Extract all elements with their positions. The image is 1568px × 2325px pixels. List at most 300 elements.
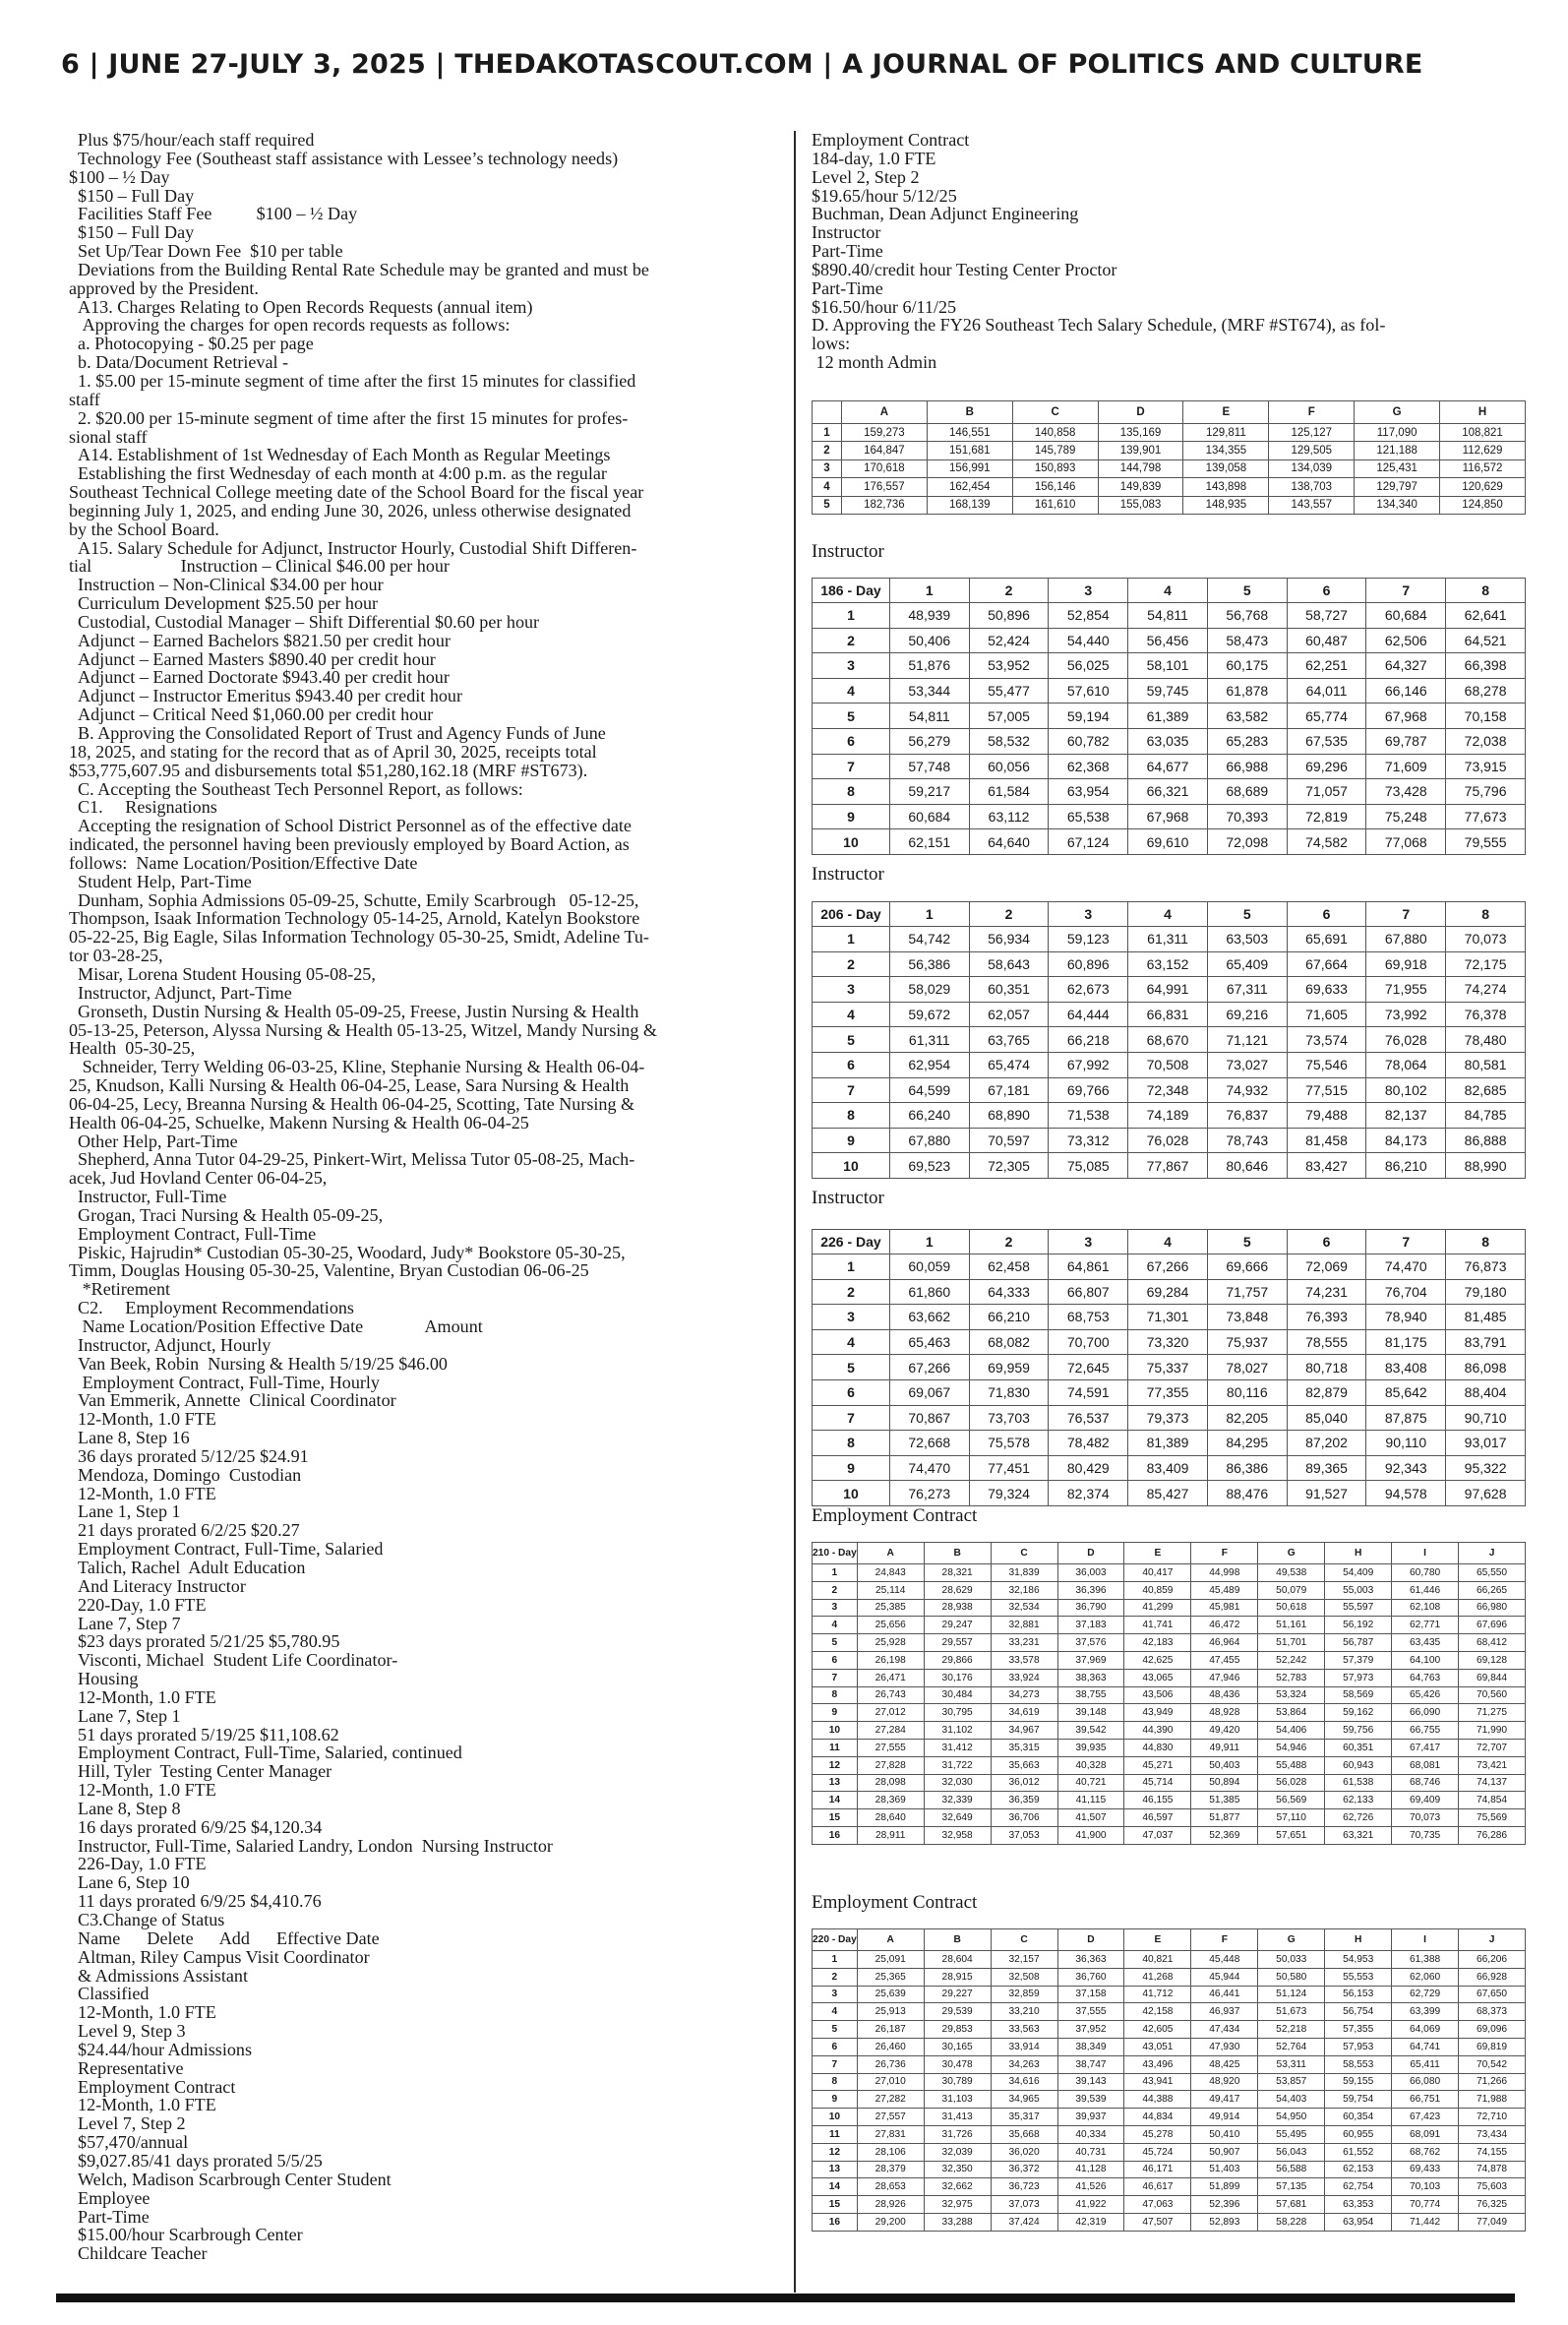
- table-cell: 69,096: [1459, 2021, 1526, 2039]
- text-line: D. Approving the FY26 Southeast Tech Salary Schedule, (MRF #ST674), as fol-: [812, 315, 1386, 336]
- table-cell: 27,010: [857, 2073, 924, 2091]
- column-header: 8: [1446, 579, 1526, 603]
- table-cell: 76,325: [1459, 2196, 1526, 2214]
- table-cell: 49,420: [1191, 1722, 1258, 1740]
- row-header: 6: [813, 2038, 858, 2055]
- table-row: [813, 1481, 1526, 1506]
- table-cell: 68,412: [1459, 1634, 1526, 1652]
- table-cell: 79,488: [1287, 1103, 1366, 1129]
- text-line: beginning July 1, 2025, and ending June 30, 2026, unless otherwise designated: [69, 500, 632, 520]
- text-line: Timm, Douglas Housing 05-30-25, Valentine, Bryan Custodian 06-06-25: [69, 1260, 589, 1281]
- table-cell: 61,311: [1128, 927, 1208, 952]
- text-line: Thompson, Isaak Information Technology 05-14-25, Arnold, Katelyn Bookstore: [69, 908, 640, 929]
- table-cell: 72,069: [1287, 1254, 1366, 1280]
- table-cell: 162,454: [927, 478, 1012, 496]
- text-line: Altman, Riley Campus Visit Coordinator: [69, 1946, 370, 1967]
- table-row: [813, 2021, 1526, 2039]
- table-cell: 32,030: [924, 1774, 991, 1792]
- text-line: & Admissions Assistant: [69, 1965, 248, 1986]
- table-cell: 61,311: [889, 1027, 969, 1053]
- table-cell: 43,065: [1124, 1669, 1191, 1686]
- table-cell: 59,745: [1128, 678, 1208, 704]
- table-cell: 74,878: [1459, 2161, 1526, 2178]
- table-cell: 73,915: [1446, 754, 1526, 779]
- text-line: $57,470/annual: [69, 2132, 189, 2153]
- left-column: [69, 131, 779, 2263]
- table-cell: 47,930: [1191, 2038, 1258, 2055]
- table-cell: 60,175: [1207, 653, 1287, 679]
- table-cell: 40,328: [1057, 1756, 1124, 1774]
- table-cell: 60,351: [1325, 1739, 1392, 1756]
- table-cell: 57,651: [1258, 1826, 1325, 1844]
- table-cell: 62,057: [969, 1002, 1049, 1027]
- table-cell: 34,616: [991, 2073, 1057, 2091]
- row-header: 3: [813, 977, 890, 1003]
- row-header: 7: [813, 754, 890, 779]
- table-cell: 26,471: [857, 1669, 924, 1686]
- table-cell: 63,582: [1207, 704, 1287, 729]
- table-cell: 31,413: [924, 2109, 991, 2126]
- table-cell: 80,646: [1207, 1153, 1287, 1179]
- text-line: Health 06-04-25, Schuelke, Makenn Nursing & Health 06-04-25: [69, 1112, 529, 1132]
- column-header: 6: [1287, 1230, 1366, 1254]
- table-cell: 28,640: [857, 1809, 924, 1827]
- table-cell: 116,572: [1440, 459, 1526, 477]
- table-cell: 70,393: [1207, 804, 1287, 829]
- table-cell: 82,685: [1446, 1077, 1526, 1103]
- table-cell: 28,379: [857, 2161, 924, 2178]
- table-cell: 32,958: [924, 1826, 991, 1844]
- table-cell: 79,373: [1128, 1405, 1208, 1431]
- bottom-rule: [56, 2294, 1515, 2302]
- row-header: 8: [813, 2073, 858, 2091]
- table-cell: 32,859: [991, 1986, 1057, 2003]
- table-row: [813, 1739, 1526, 1756]
- table-cell: 67,696: [1459, 1617, 1526, 1634]
- table-cell: 68,373: [1459, 2003, 1526, 2021]
- text-line: Van Beek, Robin Nursing & Health 5/19/25 $46.00: [69, 1353, 448, 1374]
- table-cell: 78,482: [1049, 1431, 1128, 1456]
- table-cell: 139,901: [1098, 442, 1183, 459]
- text-line: Instructor, Adjunct, Part-Time: [69, 982, 292, 1003]
- row-header: 4: [813, 1617, 858, 1634]
- table-cell: 54,811: [1128, 603, 1208, 629]
- table-cell: 37,073: [991, 2196, 1057, 2214]
- table-cell: 81,389: [1128, 1431, 1208, 1456]
- text-line: $150 – Full Day: [69, 185, 195, 206]
- row-header: 9: [813, 1128, 890, 1153]
- table-cell: 76,393: [1287, 1305, 1366, 1330]
- row-header: 16: [813, 2213, 858, 2231]
- table-cell: 28,911: [857, 1826, 924, 1844]
- table-cell: 74,932: [1207, 1077, 1287, 1103]
- row-header: 5: [813, 1634, 858, 1652]
- table-cell: 70,597: [969, 1128, 1049, 1153]
- table-cell: 39,148: [1057, 1704, 1124, 1722]
- table-cell: 61,538: [1325, 1774, 1392, 1792]
- text-line: Mendoza, Domingo Custodian: [69, 1464, 302, 1485]
- table-cell: 39,143: [1057, 2073, 1124, 2091]
- table-cell: 36,003: [1057, 1564, 1124, 1582]
- text-line: B. Approving the Consolidated Report of Trust and Agency Funds of June: [69, 723, 606, 743]
- table-cell: 29,557: [924, 1634, 991, 1652]
- table-row: [813, 1103, 1526, 1129]
- table-cell: 34,273: [991, 1686, 1057, 1704]
- row-header: 5: [813, 704, 890, 729]
- table-cell: 87,875: [1366, 1405, 1446, 1431]
- table-cell: 54,440: [1049, 628, 1128, 653]
- table-cell: 144,798: [1098, 459, 1183, 477]
- instructor-label: Instructor: [812, 1188, 884, 1208]
- table-cell: 46,937: [1191, 2003, 1258, 2021]
- table-cell: 74,470: [1366, 1254, 1446, 1280]
- table-row: [813, 2109, 1526, 2126]
- table-cell: 57,135: [1258, 2178, 1325, 2196]
- table-cell: 71,301: [1128, 1305, 1208, 1330]
- table-cell: 56,768: [1207, 603, 1287, 629]
- table-row: [813, 1153, 1526, 1179]
- table-row: [813, 1686, 1526, 1704]
- table-cell: 29,866: [924, 1651, 991, 1669]
- table-cell: 37,952: [1057, 2021, 1124, 2039]
- table-row: [813, 2038, 1526, 2055]
- table-cell: 89,365: [1287, 1455, 1366, 1481]
- table-cell: 66,218: [1049, 1027, 1128, 1053]
- right-column: [812, 131, 1525, 372]
- table-cell: 48,920: [1191, 2073, 1258, 2091]
- table-cell: 67,311: [1207, 977, 1287, 1003]
- table-cell: 80,116: [1207, 1379, 1287, 1405]
- table-row: [813, 1968, 1526, 1986]
- table-cell: 129,811: [1183, 424, 1269, 442]
- table-cell: 73,312: [1049, 1128, 1128, 1153]
- table-cell: 41,268: [1124, 1968, 1191, 1986]
- table-cell: 38,349: [1057, 2038, 1124, 2055]
- table-cell: 33,288: [924, 2213, 991, 2231]
- column-header: A: [841, 401, 927, 424]
- table-cell: 67,417: [1392, 1739, 1459, 1756]
- row-header: 15: [813, 2196, 858, 2214]
- table-cell: 28,106: [857, 2143, 924, 2161]
- text-line: Technology Fee (Southeast staff assistance with Lessee’s technology needs): [69, 148, 619, 168]
- table-row: [813, 1722, 1526, 1740]
- table-cell: 73,434: [1459, 2125, 1526, 2143]
- table-cell: 32,039: [924, 2143, 991, 2161]
- text-line: Curriculum Development $25.50 per hour: [69, 593, 379, 614]
- table-cell: 70,508: [1128, 1052, 1208, 1077]
- table-cell: 49,417: [1191, 2091, 1258, 2109]
- row-header: 16: [813, 1826, 858, 1844]
- table-cell: 64,991: [1128, 977, 1208, 1003]
- table-cell: 65,283: [1207, 728, 1287, 754]
- table-row: [813, 754, 1526, 779]
- table-cell: 62,726: [1325, 1809, 1392, 1827]
- table-cell: 56,569: [1258, 1792, 1325, 1809]
- table-cell: 41,507: [1057, 1809, 1124, 1827]
- table-cell: 69,787: [1366, 728, 1446, 754]
- table-cell: 71,605: [1287, 1002, 1366, 1027]
- text-line: 12-Month, 1.0 FTE: [69, 1409, 216, 1430]
- column-header: H: [1440, 401, 1526, 424]
- table-corner-header: 220 - Day: [813, 1929, 858, 1951]
- table-cell: 69,296: [1287, 754, 1366, 779]
- table-cell: 156,991: [927, 459, 1012, 477]
- column-header: D: [1057, 1929, 1124, 1951]
- table-cell: 117,090: [1355, 424, 1440, 442]
- row-header: 10: [813, 1153, 890, 1179]
- table-cell: 36,760: [1057, 1968, 1124, 1986]
- table-cell: 59,162: [1325, 1704, 1392, 1722]
- table-cell: 55,003: [1325, 1581, 1392, 1599]
- table-cell: 90,110: [1366, 1431, 1446, 1456]
- table-cell: 70,542: [1459, 2055, 1526, 2073]
- table-cell: 33,578: [991, 1651, 1057, 1669]
- table-row: [813, 2003, 1526, 2021]
- table-cell: 75,937: [1207, 1329, 1287, 1355]
- table-cell: 65,411: [1392, 2055, 1459, 2073]
- table-cell: 48,425: [1191, 2055, 1258, 2073]
- salary-table-226-day: [812, 1229, 1526, 1506]
- table-cell: 63,353: [1325, 2196, 1392, 2214]
- table-cell: 66,321: [1128, 779, 1208, 805]
- table-cell: 75,085: [1049, 1153, 1128, 1179]
- table-row: [813, 779, 1526, 805]
- column-header: D: [1057, 1543, 1124, 1564]
- table-row: [813, 1027, 1526, 1053]
- text-line: Name Delete Add Effective Date: [69, 1927, 380, 1948]
- row-header: 4: [813, 1329, 890, 1355]
- text-line: 51 days prorated 5/19/25 $11,108.62: [69, 1724, 339, 1744]
- table-cell: 41,922: [1057, 2196, 1124, 2214]
- table-cell: 61,860: [889, 1279, 969, 1305]
- column-header: E: [1124, 1929, 1191, 1951]
- text-line: approved by the President.: [69, 277, 259, 298]
- table-cell: 134,355: [1183, 442, 1269, 459]
- salary-table-220-day: [812, 1928, 1526, 2232]
- table-cell: 40,721: [1057, 1774, 1124, 1792]
- table-cell: 84,785: [1446, 1103, 1526, 1129]
- table-cell: 56,028: [1258, 1774, 1325, 1792]
- column-header: 5: [1207, 902, 1287, 927]
- table-row: [813, 1077, 1526, 1103]
- table-cell: 72,668: [889, 1431, 969, 1456]
- table-cell: 51,876: [889, 653, 969, 679]
- table-cell: 176,557: [841, 478, 927, 496]
- table-cell: 76,704: [1366, 1279, 1446, 1305]
- text-line: C2. Employment Recommendations: [69, 1298, 354, 1318]
- column-header: 7: [1366, 902, 1446, 927]
- table-cell: 69,216: [1207, 1002, 1287, 1027]
- table-cell: 50,896: [969, 603, 1049, 629]
- text-line: tor 03-28-25,: [69, 946, 163, 966]
- column-header: C: [991, 1929, 1057, 1951]
- table-cell: 143,557: [1269, 496, 1355, 514]
- table-cell: 71,538: [1049, 1103, 1128, 1129]
- text-line: Adjunct – Earned Masters $890.40 per credit hour: [69, 648, 436, 669]
- text-line: Adjunct – Instructor Emeritus $943.40 per credit hour: [69, 686, 462, 706]
- table-cell: 49,914: [1191, 2109, 1258, 2126]
- table-cell: 62,641: [1446, 603, 1526, 629]
- row-header: 6: [813, 728, 890, 754]
- table-cell: 85,427: [1128, 1481, 1208, 1506]
- row-header: 10: [813, 2109, 858, 2126]
- table-row: [813, 653, 1526, 679]
- table-cell: 69,128: [1459, 1651, 1526, 1669]
- table-cell: 170,618: [841, 459, 927, 477]
- table-cell: 36,363: [1057, 1951, 1124, 1969]
- row-header: 3: [813, 653, 890, 679]
- table-cell: 124,850: [1440, 496, 1526, 514]
- text-line: Instruction – Non-Clinical $34.00 per hour: [69, 575, 384, 595]
- table-row: [813, 459, 1526, 477]
- table-cell: 37,555: [1057, 2003, 1124, 2021]
- table-cell: 83,427: [1287, 1153, 1366, 1179]
- table-cell: 60,896: [1049, 951, 1128, 977]
- text-line: Facilities Staff Fee $100 – ½ Day: [69, 204, 358, 224]
- row-header: 2: [813, 951, 890, 977]
- text-line: 12-Month, 1.0 FTE: [69, 1686, 216, 1707]
- column-header: 6: [1287, 902, 1366, 927]
- table-cell: 146,551: [927, 424, 1012, 442]
- table-cell: 73,992: [1366, 1002, 1446, 1027]
- table-cell: 67,266: [1128, 1254, 1208, 1280]
- table-cell: 63,662: [889, 1305, 969, 1330]
- table-cell: 149,839: [1098, 478, 1183, 496]
- table-row: [813, 1951, 1526, 1969]
- text-line: tial Instruction – Clinical $46.00 per hour: [69, 556, 450, 577]
- text-line: Piskic, Hajrudin* Custodian 05-30-25, Woodard, Judy* Bookstore 05-30-25,: [69, 1242, 626, 1262]
- table-cell: 60,684: [889, 804, 969, 829]
- table-cell: 139,058: [1183, 459, 1269, 477]
- column-header: F: [1191, 1543, 1258, 1564]
- table-cell: 51,899: [1191, 2178, 1258, 2196]
- table-cell: 37,969: [1057, 1651, 1124, 1669]
- table-cell: 40,859: [1124, 1581, 1191, 1599]
- text-line: Employment Contract: [812, 130, 970, 150]
- table-cell: 71,990: [1459, 1722, 1526, 1740]
- text-line: Employment Contract, Full-Time, Hourly: [69, 1372, 380, 1392]
- table-cell: 65,538: [1049, 804, 1128, 829]
- table-cell: 134,340: [1355, 496, 1440, 514]
- table-cell: 68,762: [1392, 2143, 1459, 2161]
- table-row: [813, 1617, 1526, 1634]
- table-row: [813, 1581, 1526, 1599]
- table-cell: 63,152: [1128, 951, 1208, 977]
- table-cell: 60,943: [1325, 1756, 1392, 1774]
- table-cell: 38,747: [1057, 2055, 1124, 2073]
- table-cell: 64,763: [1392, 1669, 1459, 1686]
- table-cell: 97,628: [1446, 1481, 1526, 1506]
- table-cell: 29,853: [924, 2021, 991, 2039]
- table-cell: 45,944: [1191, 1968, 1258, 1986]
- table-cell: 81,485: [1446, 1305, 1526, 1330]
- table-cell: 28,098: [857, 1774, 924, 1792]
- column-header: 3: [1049, 579, 1128, 603]
- row-header: 13: [813, 2161, 858, 2178]
- table-cell: 80,429: [1049, 1455, 1128, 1481]
- column-header: A: [857, 1929, 924, 1951]
- table-cell: 47,455: [1191, 1651, 1258, 1669]
- text-line: Lane 8, Step 8: [69, 1798, 181, 1818]
- table-cell: 25,114: [857, 1581, 924, 1599]
- table-cell: 54,409: [1325, 1564, 1392, 1582]
- text-line: Talich, Rachel Adult Education: [69, 1557, 306, 1577]
- table-cell: 66,265: [1459, 1581, 1526, 1599]
- table-row: [813, 829, 1526, 855]
- table-cell: 60,684: [1366, 603, 1446, 629]
- table-cell: 67,535: [1287, 728, 1366, 754]
- table-cell: 32,350: [924, 2161, 991, 2178]
- table-cell: 75,248: [1366, 804, 1446, 829]
- table-cell: 36,723: [991, 2178, 1057, 2196]
- column-divider: [794, 131, 796, 2293]
- text-line: A15. Salary Schedule for Adjunct, Instructor Hourly, Custodial Shift Differen-: [69, 537, 637, 558]
- text-line: Student Help, Part-Time: [69, 871, 252, 891]
- table-row: [813, 2178, 1526, 2196]
- table-cell: 54,811: [889, 704, 969, 729]
- table-cell: 63,321: [1325, 1826, 1392, 1844]
- table-cell: 31,839: [991, 1564, 1057, 1582]
- table-cell: 88,404: [1446, 1379, 1526, 1405]
- table-cell: 34,619: [991, 1704, 1057, 1722]
- row-header: 4: [813, 1002, 890, 1027]
- row-header: 1: [813, 1564, 858, 1582]
- table-cell: 33,914: [991, 2038, 1057, 2055]
- table-cell: 66,751: [1392, 2091, 1459, 2109]
- table-cell: 73,574: [1287, 1027, 1366, 1053]
- text-line: Gronseth, Dustin Nursing & Health 05-09-25, Freese, Justin Nursing & Health: [69, 1001, 639, 1021]
- text-line: Lane 8, Step 16: [69, 1428, 190, 1448]
- table-cell: 70,158: [1446, 704, 1526, 729]
- table-cell: 41,115: [1057, 1792, 1124, 1809]
- table-cell: 86,888: [1446, 1128, 1526, 1153]
- text-line: Representative: [69, 2057, 184, 2078]
- table-cell: 54,406: [1258, 1722, 1325, 1740]
- table-cell: 40,417: [1124, 1564, 1191, 1582]
- table-cell: 58,228: [1258, 2213, 1325, 2231]
- instructor-label: Instructor: [812, 541, 884, 562]
- table-cell: 67,650: [1459, 1986, 1526, 2003]
- table-cell: 68,081: [1392, 1756, 1459, 1774]
- table-cell: 48,436: [1191, 1686, 1258, 1704]
- table-cell: 58,101: [1128, 653, 1208, 679]
- table-cell: 32,649: [924, 1809, 991, 1827]
- table-row: [813, 1052, 1526, 1077]
- table-cell: 60,056: [969, 754, 1049, 779]
- table-cell: 25,928: [857, 1634, 924, 1652]
- row-header: 8: [813, 1103, 890, 1129]
- table-cell: 53,344: [889, 678, 969, 704]
- table-cell: 67,266: [889, 1355, 969, 1380]
- table-cell: 69,067: [889, 1379, 969, 1405]
- table-cell: 62,954: [889, 1052, 969, 1077]
- table-cell: 26,187: [857, 2021, 924, 2039]
- column-header: G: [1355, 401, 1440, 424]
- table-cell: 61,552: [1325, 2143, 1392, 2161]
- table-cell: 55,477: [969, 678, 1049, 704]
- table-row: [813, 1809, 1526, 1827]
- table-cell: 47,063: [1124, 2196, 1191, 2214]
- table-cell: 67,181: [969, 1077, 1049, 1103]
- table-cell: 69,666: [1207, 1254, 1287, 1280]
- text-line: Deviations from the Building Rental Rate Schedule may be granted and must be: [69, 259, 649, 279]
- table-cell: 148,935: [1183, 496, 1269, 514]
- table-cell: 71,057: [1287, 779, 1366, 805]
- table-cell: 35,668: [991, 2125, 1057, 2143]
- table-cell: 60,059: [889, 1254, 969, 1280]
- table-cell: 61,388: [1392, 1951, 1459, 1969]
- table-row: [813, 2161, 1526, 2178]
